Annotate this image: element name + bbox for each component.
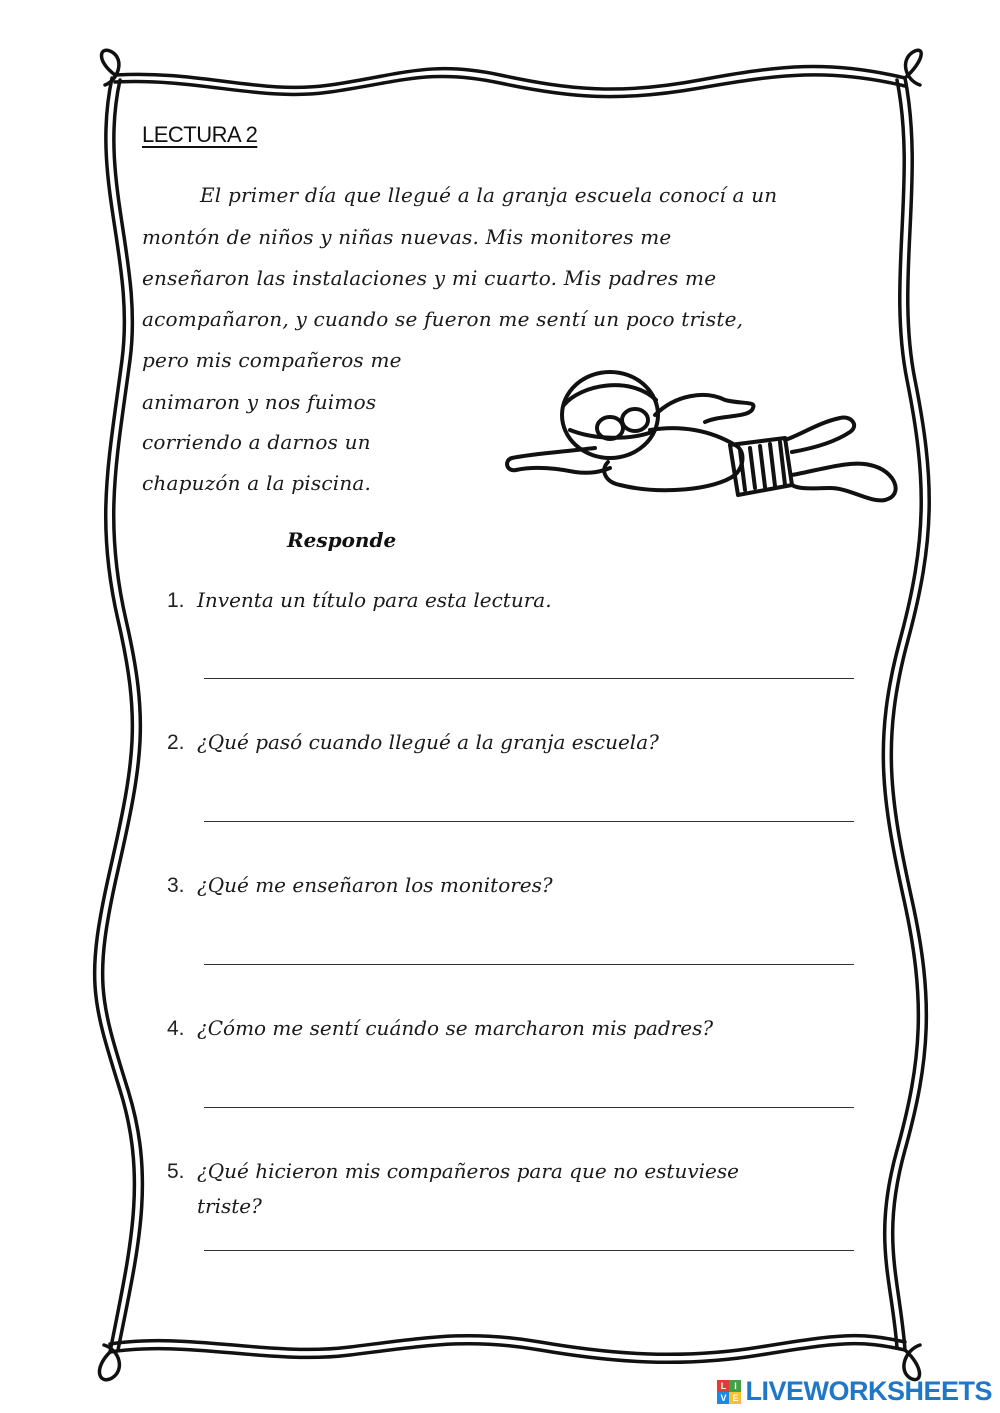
liveworksheets-logo-icon	[717, 1380, 741, 1404]
answer-field-1[interactable]	[204, 678, 854, 679]
worksheet-title: LECTURA 2	[142, 122, 258, 147]
question-text: ¿Cómo me sentí cuándo se marcharon mis padres?	[197, 1016, 714, 1040]
liveworksheets-brand[interactable]	[717, 1376, 992, 1407]
reading-line: animaron y nos fuimos	[142, 390, 377, 414]
reading-line: pero mis compañeros me	[142, 348, 402, 372]
logo-letter: E	[729, 1392, 741, 1404]
question-text-continued: triste?	[197, 1194, 262, 1218]
answer-field-3[interactable]	[204, 964, 854, 965]
responde-heading: Responde	[287, 528, 397, 552]
reading-line: montón de niños y niñas nuevas. Mis monitores me	[142, 225, 672, 249]
question-number: 3.	[167, 874, 185, 897]
question-text: Inventa un título para esta lectura.	[197, 588, 552, 612]
question-number: 1.	[167, 589, 185, 612]
question-number: 4.	[167, 1017, 185, 1040]
answer-field-4[interactable]	[204, 1107, 854, 1108]
reading-line: corriendo a darnos un	[142, 430, 371, 454]
brand-name: LIVEWORKSHEETS	[745, 1376, 992, 1406]
logo-letter: L	[717, 1380, 729, 1392]
reading-line: chapuzón a la piscina.	[142, 471, 372, 495]
reading-line: acompañaron, y cuando se fueron me sentí un poco triste,	[142, 307, 744, 331]
logo-letter: I	[729, 1380, 741, 1392]
question-text: ¿Qué pasó cuando llegué a la granja escuela?	[197, 730, 659, 754]
answer-field-2[interactable]	[204, 821, 854, 822]
reading-line: enseñaron las instalaciones y mi cuarto. Mis padres me	[142, 266, 717, 290]
question-text: ¿Qué hicieron mis compañeros para que no estuviese	[197, 1159, 739, 1183]
swimmer-illustration	[500, 360, 905, 510]
reading-line: El primer día que llegué a la granja escuela conocí a un	[200, 183, 778, 207]
question-text: ¿Qué me enseñaron los monitores?	[197, 873, 553, 897]
logo-letter: V	[717, 1392, 729, 1404]
question-number: 5.	[167, 1160, 185, 1183]
answer-field-5[interactable]	[204, 1250, 854, 1251]
question-number: 2.	[167, 731, 185, 754]
